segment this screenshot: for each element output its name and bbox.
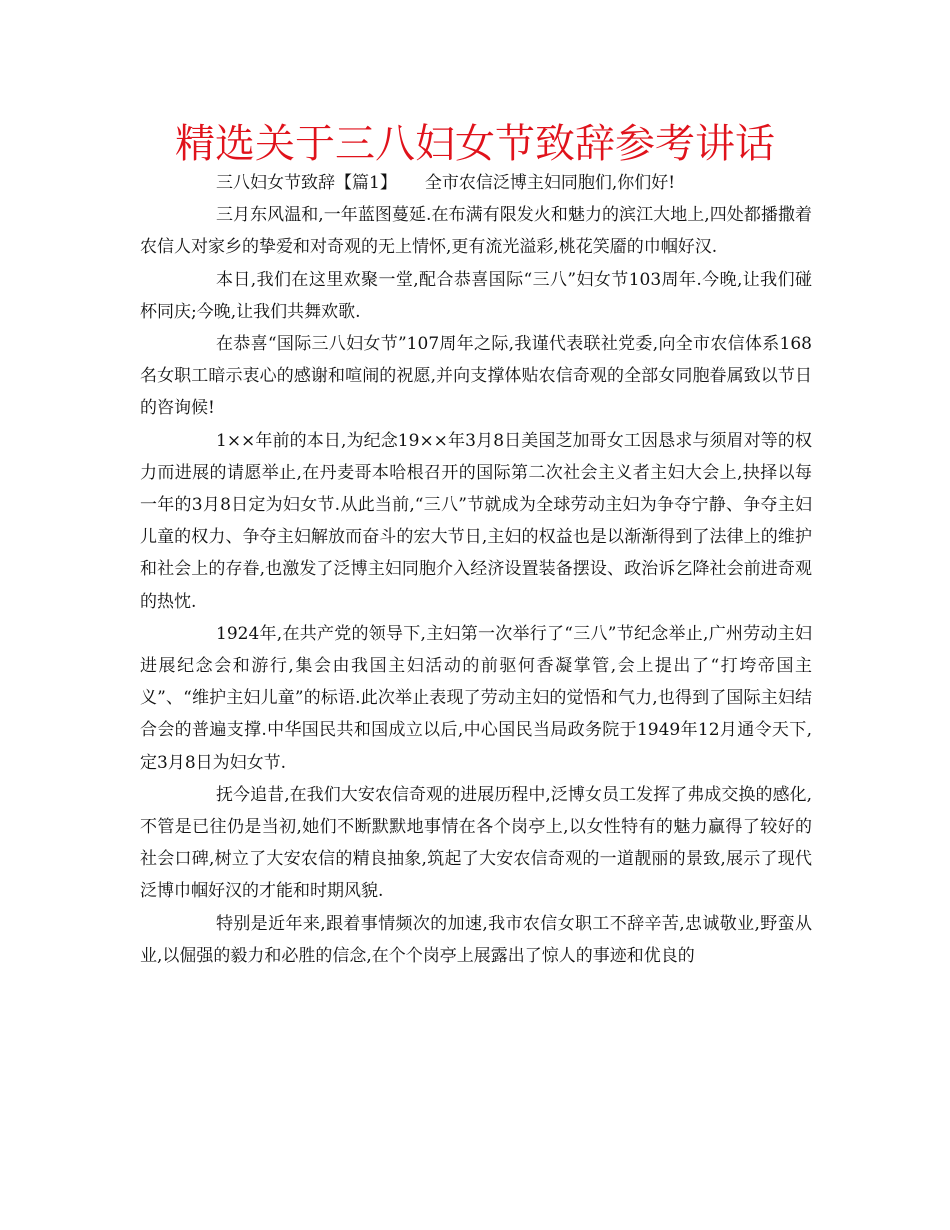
paragraph-4: 1××年前的本日,为纪念19××年3月8日美国芝加哥女工因恳求与须眉对等的权力而进展的请愿举止,在丹麦哥本哈根召开的国际第二次社会主义者主妇大会上,抉择以每一年的3月8日定为妇女节.从此当前,“三八”节就成为全球劳动主妇为争夺宁静、争夺主妇儿童的权力、争夺主妇解放而奋斗的宏大节日,主妇的权益也是以渐渐得到了法律上的维护和社会上的存眷,也激发了泛博主妇同胞介入经济设置装备摆设、政治诉乞降社会前进奇观的热忱.: [140, 430, 812, 612]
paragraph-6: 抚今追昔,在我们大安农信奇观的进展历程中,泛博女员工发挥了弗成交换的感化,不管是已往仍是当初,她们不断默默地事情在各个岗亭上,以女性特有的魅力赢得了较好的社会口碑,树立了大安农信的精良抽象,筑起了大安农信奇观的一道靓丽的景致,展示了现代泛博巾帼好汉的才能和时期风貌.: [140, 784, 812, 902]
paragraph-3: 在恭喜“国际三八妇女节”107周年之际,我谨代表联社党委,向全市农信体系168名女职工暗示衷心的感谢和喧闹的祝愿,并向支撑体贴农信奇观的全部女同胞眷属致以节日的咨询候!: [140, 334, 812, 419]
greeting-text: 全市农信泛博主妇同胞们,你们好!: [424, 173, 676, 193]
paragraph-5: 1924年,在共产党的领导下,主妇第一次举行了“三八”节纪念举止,广州劳动主妇进展纪念会和游行,集会由我国主妇活动的前驱何香凝掌管,会上提出了“打垮帝国主义”、“维护主妇儿童”的标语.此次举止表现了劳动主妇的觉悟和气力,也得到了国际主妇结合会的普遍支撑.中华国民共和国成立以后,中心国民当局政务院于1949年12月通令天下,定3月8日为妇女节.: [140, 623, 812, 773]
paragraph-7: 特别是近年来,跟着事情频次的加速,我市农信女职工不辞辛苦,忠诚敬业,野蛮从业,以倔强的毅力和必胜的信念,在个个岗亭上展露出了惊人的事迹和优良的: [140, 913, 812, 966]
paragraph-2: 本日,我们在这里欢聚一堂,配合恭喜国际“三八”妇女节103周年.今晚,让我们碰杯同庆;今晚,让我们共舞欢歌.: [140, 269, 812, 322]
document-body: [140, 167, 812, 972]
document-title: 精选关于三八妇女节致辞参考讲话: [175, 121, 775, 167]
intro-line: [140, 167, 812, 199]
paragraph-1: 三月东风温和,一年蓝图蔓延.在布满有限发火和魅力的滨江大地上,四处都播撒着农信人对家乡的挚爱和对奇观的无上情怀,更有流光溢彩,桃花笑靥的巾帼好汉.: [140, 205, 812, 258]
section-label: 三八妇女节致辞【篇1】: [216, 173, 397, 193]
